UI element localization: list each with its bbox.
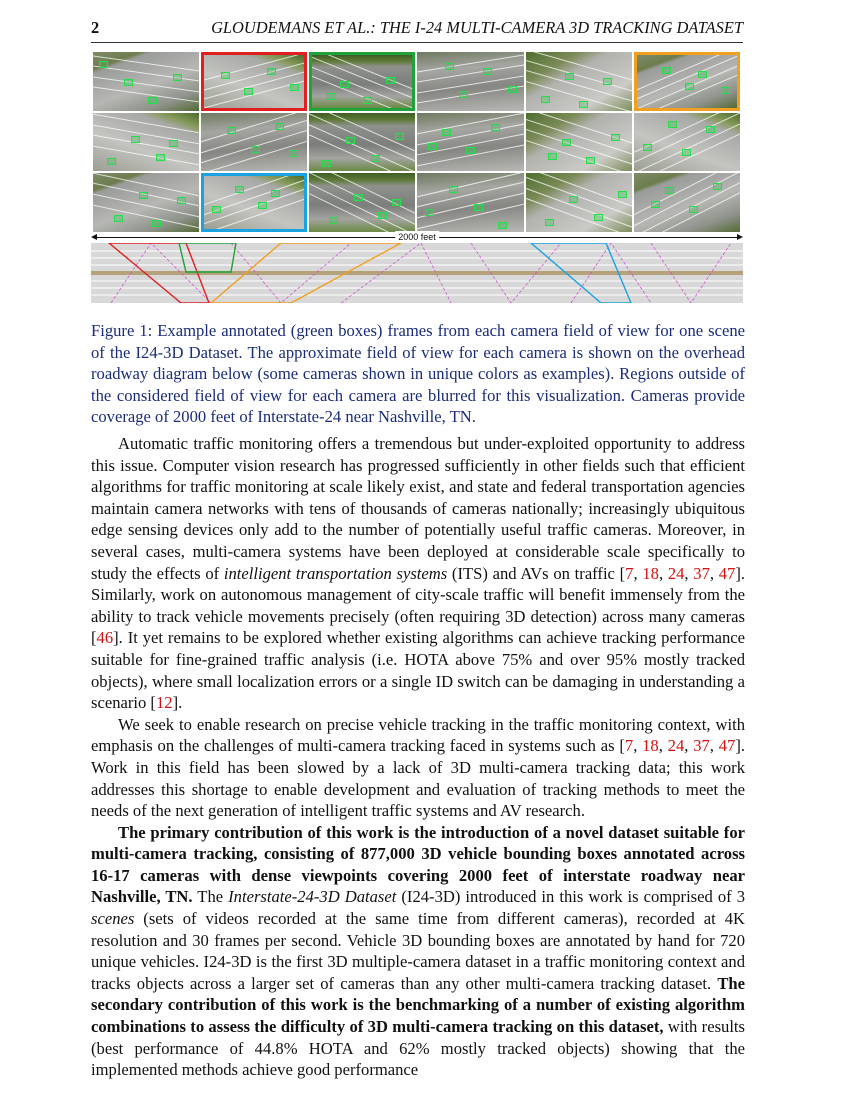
lane-marking (201, 76, 307, 110)
camera-frame-grid (93, 52, 740, 232)
vehicle-annotation-box (340, 81, 349, 88)
vehicle-annotation-box (651, 201, 660, 208)
vehicle-annotation-box (152, 220, 161, 227)
vehicle-annotation-box (685, 83, 694, 90)
scale-arrow-right (737, 234, 743, 240)
vehicle-annotation-box (594, 214, 603, 221)
vehicle-annotation-box (258, 202, 267, 209)
camera-frame-highlight-green (309, 52, 415, 111)
lane-marking (526, 113, 632, 149)
citation-link[interactable]: 18 (642, 563, 659, 583)
vehicle-annotation-box (289, 150, 298, 157)
vehicle-annotation-box (290, 84, 299, 91)
camera-frame (309, 173, 415, 232)
camera-frame (93, 52, 199, 111)
lane-marking (93, 52, 199, 74)
lane-marking (526, 123, 632, 170)
vehicle-annotation-box (491, 124, 500, 131)
vehicle-annotation-box (212, 206, 221, 213)
vehicle-annotation-box (498, 222, 507, 229)
lane-marking (93, 84, 199, 106)
vehicle-annotation-box (689, 206, 698, 213)
vehicle-annotation-box (173, 74, 182, 81)
citation-link[interactable]: 7 (625, 563, 634, 583)
vehicle-annotation-box (346, 137, 355, 144)
camera-frame (201, 113, 307, 172)
vehicle-annotation-box (579, 101, 588, 108)
scale-arrow-left (91, 234, 97, 240)
lane-marking (634, 175, 740, 232)
running-title: GLOUDEMANS ET AL.: THE I-24 MULTI-CAMERA 3D TRACKING DATASET (211, 18, 743, 37)
vehicle-annotation-box (449, 186, 458, 193)
lane-marking (93, 63, 199, 85)
vehicle-annotation-box (698, 71, 707, 78)
camera-frame (417, 52, 523, 111)
primary-contribution: The primary contribution of this work is the introduction of a novel dataset suitable for multi-camera tracking, consisting of 877,000 3D vehicle bounding boxes annotated across 16-17 cameras with dense viewpoints covering 2000 feet of interstate roadway near Nashville, TN. (91, 822, 745, 907)
figure-caption: Figure 1: Example annotated (green boxes) frames from each camera field of view for one scene of the I24-3D Dataset. The approximate field of view for each camera is shown on the overhead roadway diagram below (some cameras shown in unique colors as examples). Regions outside of the considered field of view for each camera are blurred for this visualization. Cameras provide coverage of 2000 feet of Interstate-24 near Nashville, TN. (91, 321, 745, 426)
camera-frame (526, 52, 632, 111)
vehicle-annotation-box (386, 77, 395, 84)
lane-marking (93, 73, 199, 95)
vehicle-annotation-box (131, 136, 140, 143)
camera-frame-highlight-blue (201, 173, 307, 232)
camera-frame (417, 173, 523, 232)
vehicle-annotation-box (643, 144, 652, 151)
vehicle-annotation-box (611, 134, 620, 141)
lane-marking (526, 173, 632, 222)
vehicle-annotation-box (483, 68, 492, 75)
citation-link[interactable]: 12 (155, 693, 173, 713)
lane-marking (417, 61, 523, 85)
vehicle-annotation-box (378, 212, 387, 219)
vehicle-annotation-box (322, 160, 331, 167)
camera-frame (309, 113, 415, 172)
vehicle-annotation-box (221, 72, 230, 79)
scale-label: 2000 feet (395, 231, 439, 243)
lane-marking (201, 52, 307, 85)
vehicle-annotation-box (545, 219, 554, 226)
lane-marking (526, 192, 632, 232)
vehicle-annotation-box (124, 79, 133, 86)
vehicle-annotation-box (603, 78, 612, 85)
vehicle-annotation-box (227, 127, 236, 134)
citation-link[interactable]: 46 (96, 628, 114, 648)
vehicle-annotation-box (562, 139, 571, 146)
vehicle-annotation-box (371, 155, 380, 162)
vehicle-annotation-box (425, 209, 434, 216)
vehicle-annotation-box (363, 97, 372, 104)
vehicle-annotation-box (139, 192, 148, 199)
vehicle-annotation-box (271, 190, 280, 197)
vehicle-annotation-box (665, 187, 674, 194)
vehicle-annotation-box (565, 73, 574, 80)
paragraph: We seek to enable research on precise vehicle tracking in the traffic monitoring context, with emphasis on the challenges of multi-camera tracking faced in systems such as [7, 18, 24, 37, 47]. Work in this field has been slowed by a lack of 3D multi-camera tracking data; this work addresses this shortage to enable development and evaluation of tracking methods to meet the needs of the next generation of intelligent traffic systems and AV research. (91, 714, 745, 821)
citation-link[interactable]: 37 (693, 563, 710, 583)
vehicle-annotation-box (466, 147, 475, 154)
lane-marking (309, 70, 415, 111)
vehicle-annotation-box (114, 215, 123, 222)
vehicle-annotation-box (329, 217, 338, 224)
vehicle-annotation-box (177, 197, 186, 204)
page-number: 2 (91, 18, 100, 37)
lane-marking (201, 113, 307, 148)
vehicle-annotation-box (275, 123, 284, 130)
vehicle-annotation-box (586, 157, 595, 164)
vehicle-annotation-box (721, 87, 730, 94)
lane-marking (201, 174, 307, 221)
lane-marking (634, 173, 740, 232)
vehicle-annotation-box (713, 183, 722, 190)
lane-marking (417, 52, 523, 75)
camera-frame (634, 113, 740, 172)
vehicle-annotation-box (354, 194, 363, 201)
citation-link[interactable]: 24 (667, 563, 685, 583)
vehicle-annotation-box (428, 143, 437, 150)
vehicle-annotation-box (548, 153, 557, 160)
vehicle-annotation-box (442, 129, 451, 136)
camera-frame (93, 113, 199, 172)
citation-link[interactable]: 18 (642, 736, 659, 756)
overhead-roadway-diagram (91, 243, 743, 303)
running-header (91, 16, 743, 43)
vehicle-annotation-box (327, 93, 336, 100)
vehicle-annotation-box (508, 86, 517, 93)
citation-link[interactable]: 24 (667, 736, 685, 756)
vehicle-annotation-box (244, 88, 253, 95)
camera-frame (526, 173, 632, 232)
vehicle-annotation-box (395, 133, 404, 140)
vehicle-annotation-box (706, 126, 715, 133)
body-text (91, 433, 745, 1081)
camera-frame (634, 173, 740, 232)
vehicle-annotation-box (392, 199, 401, 206)
vehicle-annotation-box (169, 140, 178, 147)
vehicle-annotation-box (662, 67, 671, 74)
camera-frame (417, 113, 523, 172)
vehicle-annotation-box (148, 97, 157, 104)
vehicle-annotation-box (235, 186, 244, 193)
citation-link[interactable]: 47 (718, 736, 736, 756)
secondary-contribution: The secondary contribution of this work is the benchmarking of a number of existing algorithm combinations to assess the difficulty of 3D multi-camera tracking on this dataset, (91, 973, 745, 1037)
vehicle-annotation-box (156, 154, 165, 161)
vehicle-annotation-box (541, 96, 550, 103)
citation-link[interactable]: 47 (718, 563, 736, 583)
vehicle-annotation-box (267, 68, 276, 75)
paragraph: Automatic traffic monitoring offers a tremendous but under-exploited opportunity to address this issue. Computer vision research has progressed sufficiently in other fields such that efficient algorithms for traffic monitoring at scale likely exist, and state and federal transportation agencies maintain camera networks with tens of thousands of cameras nationally; increasingly ubiquitous edge sensing devices only add to the number of potentially useful traffic cameras. Moreover, in several cases, multi-camera systems have been deployed at considerable scale specifically to study the effects of intelligent transportation systems (ITS) and AVs on traffic [7, 18, 24, 37, 47]. Similarly, work on autonomous management of city-scale traffic will benefit immensely from the ability to track vehicle movements precisely (often requiring 3D detection) across many cameras [46]. It yet remains to be explored whether existing algorithms can achieve tracking performance suitable for fine-grained traffic analysis (i.e. HOTA above 75% and over 95% mostly tracked objects), where small localization errors or a single ID switch can be damaging in understanding a scenario [12]. (91, 434, 746, 713)
vehicle-annotation-box (459, 91, 468, 98)
vehicle-annotation-box (99, 61, 108, 68)
citation-link[interactable]: 37 (693, 736, 710, 756)
camera-frame-highlight-orange (634, 52, 740, 111)
vehicle-annotation-box (251, 146, 260, 153)
camera-frame-highlight-red (201, 52, 307, 111)
vehicle-annotation-box (474, 204, 483, 211)
camera-frame (93, 173, 199, 232)
vehicle-annotation-box (668, 121, 677, 128)
vehicle-annotation-box (445, 63, 454, 70)
lane-marking (526, 52, 632, 86)
camera-frame (526, 113, 632, 172)
vehicle-annotation-box (682, 149, 691, 156)
lane-marking (526, 181, 632, 232)
vehicle-annotation-box (569, 196, 578, 203)
vehicle-annotation-box (107, 158, 116, 165)
paragraph: The primary contribution of this work is the introduction of a novel dataset suitable for multi-camera tracking, consisting of 877,000 3D vehicle bounding boxes annotated across 16-17 cameras with dense viewpoints covering 2000 feet of interstate roadway near Nashville, TN. The Interstate-24-3D Dataset (I24-3D) introduced in this work is comprised of 3 scenes (sets of videos recorded at the same time from different cameras), recorded at 4K resolution and 30 frames per second. Vehicle 3D bounding boxes are annotated by hand for 720 unique vehicles. I24-3D is the first 3D multiple-camera dataset in a traffic monitoring context and tracks objects across a larger set of cameras than any other multi-camera tracking dataset. The secondary contribution of this work is the benchmarking of a number of existing algorithm combinations to assess the difficulty of 3D multi-camera tracking on this dataset, with results (best performance of 44.8% HOTA and 62% mostly tracked objects) showing that the implemented methods achieve good performance (91, 822, 746, 1080)
citation-link[interactable]: 7 (624, 736, 634, 756)
lane-marking (634, 52, 740, 105)
vehicle-annotation-box (618, 191, 627, 198)
